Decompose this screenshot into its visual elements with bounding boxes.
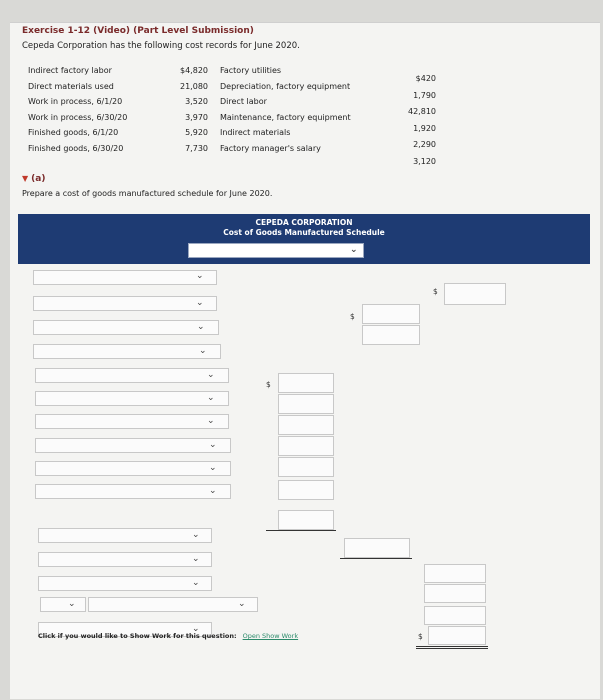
record-amount: 1,790: [413, 90, 436, 100]
schedule-header: [18, 214, 590, 264]
schedule-row-select[interactable]: [33, 344, 221, 359]
record-amount: 3,520: [185, 97, 208, 106]
record-amount: 3,970: [185, 112, 208, 122]
total-underline: [340, 558, 412, 559]
record-label: Direct labor: [220, 97, 267, 106]
record-amount: $4,820: [180, 66, 208, 75]
chevron-down-icon: ⌄: [350, 245, 358, 255]
record-amount: 7,730: [185, 143, 208, 153]
schedule-row-select[interactable]: [38, 552, 212, 567]
record-label: Work in process, 6/1/20: [28, 97, 123, 106]
currency-symbol: $: [418, 632, 423, 641]
currency-symbol: $: [266, 380, 271, 389]
chevron-down-icon[interactable]: ⌄: [197, 322, 205, 332]
amount-field[interactable]: [278, 415, 334, 435]
amount-field[interactable]: [278, 436, 334, 456]
exercise-title: Exercise 1-12 (Video) (Part Level Submission): [22, 26, 254, 36]
chevron-down-icon[interactable]: ⌄: [196, 298, 204, 308]
amount-field[interactable]: [344, 538, 410, 558]
chevron-down-icon[interactable]: ⌄: [192, 554, 200, 564]
schedule-row-select[interactable]: [33, 296, 217, 311]
total-double-underline: [416, 648, 488, 649]
record-amount: 42,810: [408, 107, 436, 116]
chevron-down-icon[interactable]: ⌄: [207, 370, 215, 380]
record-label: Finished goods, 6/30/20: [28, 143, 124, 153]
exercise-intro: Cepeda Corporation has the following cost records for June 2020.: [22, 41, 300, 51]
record-amount: 3,120: [413, 156, 436, 166]
schedule-row-select[interactable]: [88, 597, 258, 612]
period-select[interactable]: [188, 243, 364, 258]
record-label: Depreciation, factory equipment: [220, 81, 351, 91]
chevron-down-icon[interactable]: ⌄: [68, 599, 76, 609]
schedule-row-select[interactable]: [35, 368, 229, 383]
chevron-down-icon[interactable]: ⌄: [207, 416, 215, 426]
record-label: Indirect materials: [220, 128, 291, 137]
amount-field[interactable]: [428, 626, 486, 645]
chevron-down-icon[interactable]: ⌄: [207, 393, 215, 403]
record-label: Factory utilities: [220, 66, 282, 75]
record-amount: 21,080: [180, 81, 208, 91]
show-work-text: Click if you would like to Show Work for this question:: [38, 632, 237, 640]
amount-field[interactable]: [362, 325, 420, 345]
records-left-labels: [28, 63, 127, 156]
amount-field[interactable]: [278, 510, 334, 530]
open-show-work-link[interactable]: Open Show Work: [242, 632, 299, 640]
record-label: Maintenance, factory equipment: [220, 112, 351, 122]
schedule-row-select[interactable]: [35, 414, 229, 429]
schedule-row-select[interactable]: [35, 391, 229, 406]
amount-field[interactable]: [278, 457, 334, 477]
currency-symbol: $: [350, 312, 355, 321]
records-right-labels: [220, 63, 351, 156]
chevron-down-icon[interactable]: ⌄: [209, 440, 217, 450]
amount-field[interactable]: [424, 564, 486, 583]
chevron-down-icon[interactable]: ⌄: [238, 599, 246, 609]
schedule-row-select-short[interactable]: [40, 597, 86, 612]
record-amount: $420: [415, 74, 436, 83]
schedule-title: Cost of Goods Manufactured Schedule: [223, 228, 385, 237]
total-underline: [266, 530, 336, 531]
collapse-triangle-icon[interactable]: ▼: [22, 174, 29, 183]
part-a-instruction: Prepare a cost of goods manufactured schedule for June 2020.: [22, 189, 273, 198]
chevron-down-icon[interactable]: ⌄: [192, 578, 200, 588]
amount-field[interactable]: [278, 480, 334, 500]
record-amount: 1,920: [413, 123, 436, 133]
show-work-prompt: [38, 632, 298, 640]
amount-field[interactable]: [424, 606, 486, 625]
amount-field[interactable]: [424, 584, 486, 603]
record-label: Finished goods, 6/1/20: [28, 128, 119, 137]
record-label: Direct materials used: [28, 81, 114, 91]
record-amount: 2,290: [413, 140, 436, 149]
chevron-down-icon[interactable]: ⌄: [196, 271, 204, 281]
part-a-heading[interactable]: [22, 174, 45, 184]
record-label: Factory manager's salary: [220, 143, 321, 153]
records-left-amounts: [166, 63, 208, 156]
chevron-down-icon[interactable]: ⌄: [209, 463, 217, 473]
part-a-label: (a): [31, 174, 46, 184]
schedule-row-select[interactable]: [38, 576, 212, 591]
schedule-row-select[interactable]: [35, 438, 231, 453]
amount-field[interactable]: [444, 283, 506, 305]
amount-field[interactable]: [278, 394, 334, 414]
amount-field[interactable]: [362, 304, 420, 324]
total-double-underline: [416, 646, 488, 647]
schedule-row-select[interactable]: [33, 320, 219, 335]
schedule-row-select[interactable]: [33, 270, 217, 285]
amount-field[interactable]: [278, 373, 334, 393]
chevron-down-icon[interactable]: ⌄: [199, 346, 207, 356]
schedule-row-select[interactable]: [35, 484, 231, 499]
chevron-down-icon[interactable]: ⌄: [192, 624, 200, 634]
company-name: CEPEDA CORPORATION: [255, 218, 353, 227]
currency-symbol: $: [433, 287, 438, 296]
records-right-amounts: [392, 71, 436, 170]
chevron-down-icon[interactable]: ⌄: [209, 486, 217, 496]
record-amount: 5,920: [185, 128, 208, 137]
schedule-row-select[interactable]: [38, 528, 212, 543]
schedule-row-select[interactable]: [35, 461, 231, 476]
record-label: Indirect factory labor: [28, 66, 112, 75]
record-label: Work in process, 6/30/20: [28, 112, 128, 122]
chevron-down-icon[interactable]: ⌄: [192, 530, 200, 540]
